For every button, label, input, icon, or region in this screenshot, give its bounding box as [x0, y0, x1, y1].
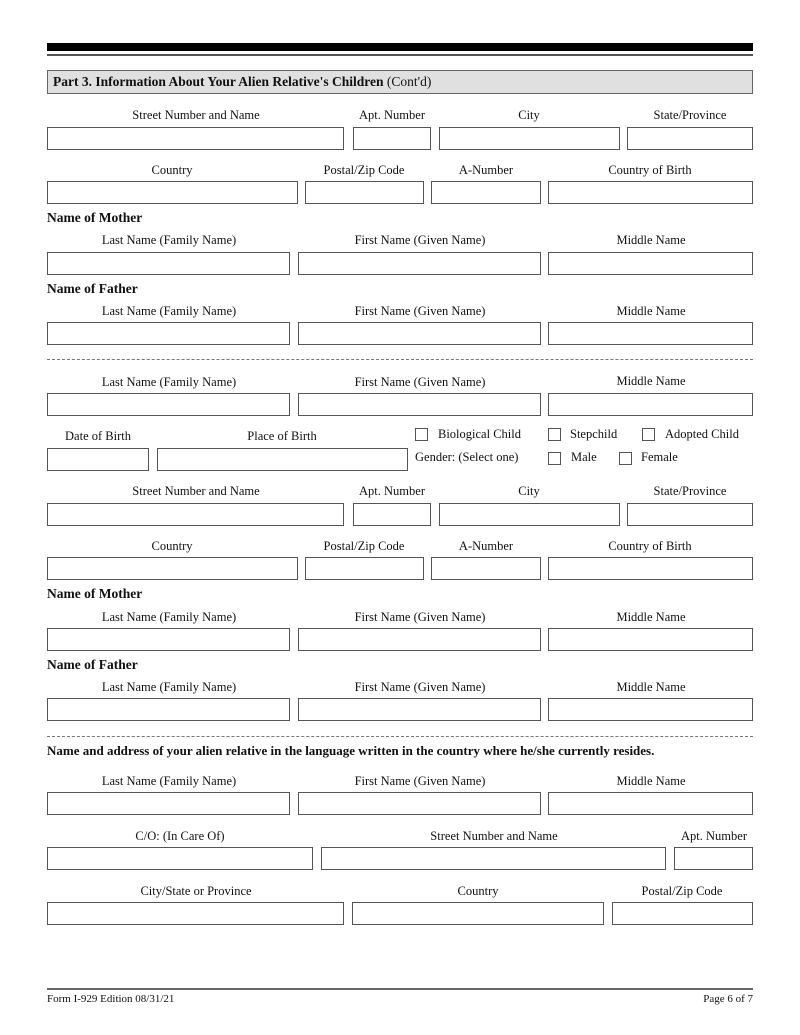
divider — [47, 359, 753, 360]
anumber-label: A-Number — [458, 163, 514, 177]
country-birth-label: Country of Birth — [608, 539, 692, 553]
mother-middle-input[interactable] — [548, 628, 753, 651]
native-language-heading: Name and address of your alien relative in the language written in the country where he/she currently resides. — [47, 743, 655, 758]
middle-label: Middle Name — [616, 680, 686, 694]
state-label: State/Province — [653, 108, 727, 122]
first-label: First Name (Given Name) — [354, 304, 486, 318]
footer-rule — [47, 988, 753, 990]
apt-label: Apt. Number — [359, 484, 425, 498]
country-birth-input[interactable] — [548, 557, 753, 580]
native-last-input[interactable] — [47, 792, 290, 815]
biological-label: Biological Child — [438, 427, 521, 441]
mother-middle-input[interactable] — [548, 252, 753, 275]
female-checkbox[interactable] — [619, 452, 632, 465]
father-middle-input[interactable] — [548, 698, 753, 721]
first-label: First Name (Given Name) — [354, 375, 486, 389]
country-birth-input[interactable] — [548, 181, 753, 204]
postal-input[interactable] — [305, 557, 424, 580]
apt-input[interactable] — [353, 503, 431, 526]
country-input[interactable] — [47, 181, 298, 204]
state-input[interactable] — [627, 127, 753, 150]
father-last-input[interactable] — [47, 698, 290, 721]
native-apt-input[interactable] — [674, 847, 753, 870]
adopted-checkbox[interactable] — [642, 428, 655, 441]
pob-input[interactable] — [157, 448, 408, 471]
father-first-input[interactable] — [298, 322, 541, 345]
mother-last-input[interactable] — [47, 628, 290, 651]
anumber-label: A-Number — [458, 539, 514, 553]
gender-label: Gender: (Select one) — [415, 450, 519, 464]
female-label: Female — [641, 450, 678, 464]
last-label: Last Name (Family Name) — [101, 304, 237, 318]
adopted-label: Adopted Child — [665, 427, 739, 441]
last-label: Last Name (Family Name) — [101, 375, 237, 389]
native-middle-input[interactable] — [548, 792, 753, 815]
country-label: Country — [151, 539, 193, 553]
postal-input[interactable] — [305, 181, 424, 204]
city-state-label: City/State or Province — [140, 884, 252, 898]
native-city-input[interactable] — [47, 902, 344, 925]
mother-first-input[interactable] — [298, 628, 541, 651]
native-country-input[interactable] — [352, 902, 604, 925]
mother-heading: Name of Mother — [47, 586, 143, 601]
postal-label: Postal/Zip Code — [323, 539, 405, 553]
middle-label: Middle Name — [616, 610, 686, 624]
country-label: Country — [151, 163, 193, 177]
dob-input[interactable] — [47, 448, 149, 471]
apt-label: Apt. Number — [681, 829, 747, 843]
street-label: Street Number and Name — [430, 829, 558, 843]
divider — [47, 736, 753, 737]
apt-label: Apt. Number — [359, 108, 425, 122]
section-suffix: (Cont'd) — [386, 74, 432, 89]
father-heading: Name of Father — [47, 281, 138, 296]
section-header — [47, 70, 753, 94]
co-label: C/O: (In Care Of) — [135, 829, 225, 843]
first-label: First Name (Given Name) — [354, 233, 486, 247]
first-label: First Name (Given Name) — [354, 774, 486, 788]
country-label: Country — [457, 884, 499, 898]
country-input[interactable] — [47, 557, 298, 580]
street-input[interactable] — [47, 127, 344, 150]
apt-input[interactable] — [353, 127, 431, 150]
last-label: Last Name (Family Name) — [101, 774, 237, 788]
middle-label: Middle Name — [616, 374, 686, 388]
native-street-input[interactable] — [321, 847, 666, 870]
stepchild-checkbox[interactable] — [548, 428, 561, 441]
male-label: Male — [571, 450, 597, 464]
street-label: Street Number and Name — [132, 108, 260, 122]
male-checkbox[interactable] — [548, 452, 561, 465]
city-label: City — [518, 484, 540, 498]
top-rule-thick — [47, 43, 753, 51]
child-middle-input[interactable] — [548, 393, 753, 416]
father-middle-input[interactable] — [548, 322, 753, 345]
state-label: State/Province — [653, 484, 727, 498]
biological-checkbox[interactable] — [415, 428, 428, 441]
mother-first-input[interactable] — [298, 252, 541, 275]
dob-label: Date of Birth — [65, 429, 131, 443]
mother-heading: Name of Mother — [47, 210, 143, 225]
pob-label: Place of Birth — [247, 429, 317, 443]
city-input[interactable] — [439, 127, 620, 150]
first-label: First Name (Given Name) — [354, 680, 486, 694]
father-heading: Name of Father — [47, 657, 138, 672]
father-first-input[interactable] — [298, 698, 541, 721]
co-input[interactable] — [47, 847, 313, 870]
street-label: Street Number and Name — [132, 484, 260, 498]
postal-label: Postal/Zip Code — [641, 884, 723, 898]
child-first-input[interactable] — [298, 393, 541, 416]
first-label: First Name (Given Name) — [354, 610, 486, 624]
last-label: Last Name (Family Name) — [101, 233, 237, 247]
father-last-input[interactable] — [47, 322, 290, 345]
postal-label: Postal/Zip Code — [323, 163, 405, 177]
anumber-input[interactable] — [431, 181, 541, 204]
anumber-input[interactable] — [431, 557, 541, 580]
last-label: Last Name (Family Name) — [101, 610, 237, 624]
country-birth-label: Country of Birth — [608, 163, 692, 177]
section-title: Part 3. Information About Your Alien Relative's Children — [53, 74, 384, 89]
last-label: Last Name (Family Name) — [101, 680, 237, 694]
form-edition: Form I-929 Edition 08/31/21 — [47, 993, 175, 1005]
middle-label: Middle Name — [616, 774, 686, 788]
native-first-input[interactable] — [298, 792, 541, 815]
middle-label: Middle Name — [616, 233, 686, 247]
child-last-input[interactable] — [47, 393, 290, 416]
state-input[interactable] — [627, 503, 753, 526]
city-label: City — [518, 108, 540, 122]
top-rule-thin — [47, 54, 753, 56]
page-number: Page 6 of 7 — [703, 993, 753, 1005]
stepchild-label: Stepchild — [570, 427, 618, 441]
mother-last-input[interactable] — [47, 252, 290, 275]
street-input[interactable] — [47, 503, 344, 526]
middle-label: Middle Name — [616, 304, 686, 318]
city-input[interactable] — [439, 503, 620, 526]
native-postal-input[interactable] — [612, 902, 753, 925]
